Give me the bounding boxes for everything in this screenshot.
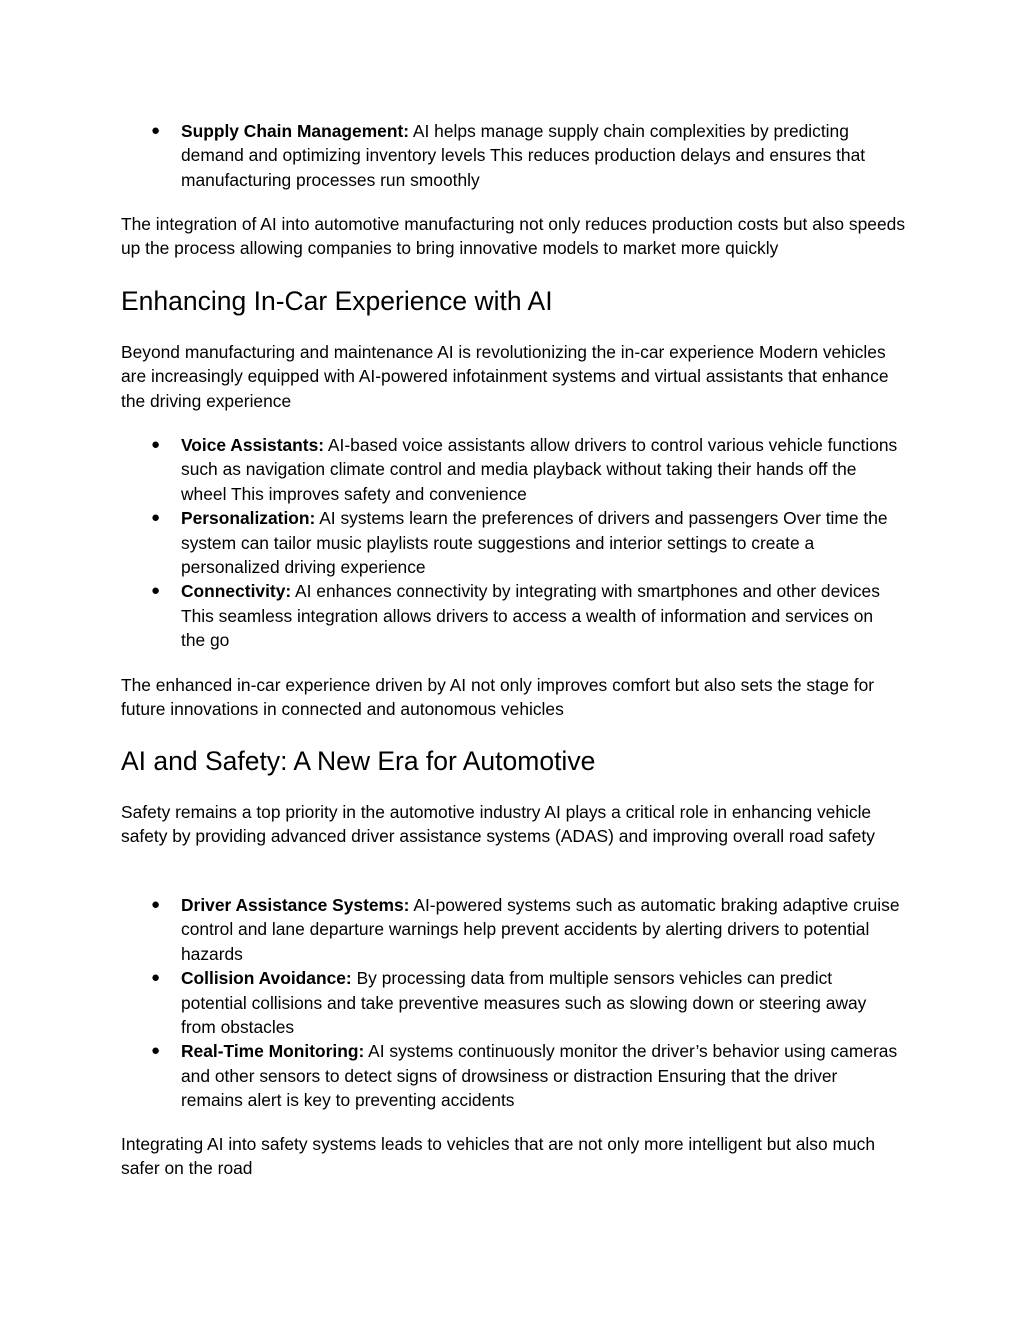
list-item-term: Supply Chain Management: — [181, 121, 410, 141]
list-item-term: Connectivity: — [181, 581, 292, 602]
list-item-text: AI-powered systems such as automatic braking adaptive cruise control and lane departure warnings help prevent accidents by alerting drivers to potential hazards — [181, 895, 900, 964]
in-car-summary-paragraph: The enhanced in-car experience driven by AI not only improves comfort but also sets the stage for future innovations in connected and autonomous vehicles — [121, 675, 875, 720]
bullet-icon: ● — [151, 896, 161, 913]
list-item-term: Collision Avoidance: — [181, 968, 352, 989]
list-item — [0, 119, 901, 192]
list-item-text: By processing data from multiple sensors vehicles can predict potential collisions and take preventive measures such as slowing down or steering away from obstacles — [181, 968, 867, 1038]
list-item-term: Voice Assistants: — [181, 435, 325, 455]
list-item — [0, 966, 901, 1039]
list-item — [0, 433, 901, 506]
list-item-term: Real-Time Monitoring: — [181, 1041, 365, 1062]
section-heading-ai-safety: AI and Safety: A New Era for Automotive — [121, 746, 596, 776]
bullet-icon: ● — [151, 969, 161, 987]
list-item — [0, 893, 901, 966]
bullet-icon: ● — [151, 582, 161, 600]
in-car-intro-paragraph: Beyond manufacturing and maintenance AI is revolutionizing the in-car experience Modern vehicles are increasingly equipped with AI-powered infotainment systems and virtual assistants that enhance the driving experience — [121, 342, 889, 411]
list-item — [0, 506, 901, 579]
supply-chain-list — [0, 119, 1024, 192]
list-item — [0, 579, 901, 652]
list-item — [0, 1039, 901, 1112]
section-heading-in-car-experience: Enhancing In-Car Experience with AI — [121, 286, 553, 316]
bullet-icon: ● — [151, 509, 161, 527]
list-item-term: Driver Assistance Systems: — [181, 895, 410, 915]
list-item-text: AI enhances connectivity by integrating with smartphones and other devices This seamless integration allows drivers to access a wealth of information and services on the go — [181, 581, 880, 651]
bullet-icon: ● — [151, 436, 161, 453]
safety-summary-paragraph: Integrating AI into safety systems leads to vehicles that are not only more intelligent but also much safer on the road — [121, 1134, 875, 1179]
list-item-text: AI systems continuously monitor the driver’s behavior using cameras and other sensors to detect signs of drowsiness or distraction Ensuring that the driver remains alert is key to preventing accidents — [181, 1041, 898, 1111]
bullet-icon: ● — [151, 122, 161, 139]
safety-features-list — [0, 893, 1024, 1113]
in-car-features-list — [0, 433, 1024, 653]
manufacturing-summary-paragraph: The integration of AI into automotive manufacturing not only reduces production costs but also speeds up the process allowing companies to bring innovative models to market more quickly — [121, 214, 906, 259]
list-item-term: Personalization: — [181, 508, 316, 529]
list-item-text: AI systems learn the preferences of drivers and passengers Over time the system can tailor music playlists route suggestions and interior settings to create a personalized driving experience — [181, 508, 888, 578]
safety-intro-paragraph: Safety remains a top priority in the automotive industry AI plays a critical role in enhancing vehicle safety by providing advanced driver assistance systems (ADAS) and improving overall road safety — [121, 802, 875, 847]
bullet-icon: ● — [151, 1042, 161, 1060]
list-item-text: AI helps manage supply chain complexities by predicting demand and optimizing inventory levels This reduces production delays and ensures that manufacturing processes run smoothly — [181, 121, 866, 190]
list-item-text: AI-based voice assistants allow drivers to control various vehicle functions such as navigation climate control and media playback without taking their hands off the wheel This improves safety and convenience — [181, 435, 898, 504]
